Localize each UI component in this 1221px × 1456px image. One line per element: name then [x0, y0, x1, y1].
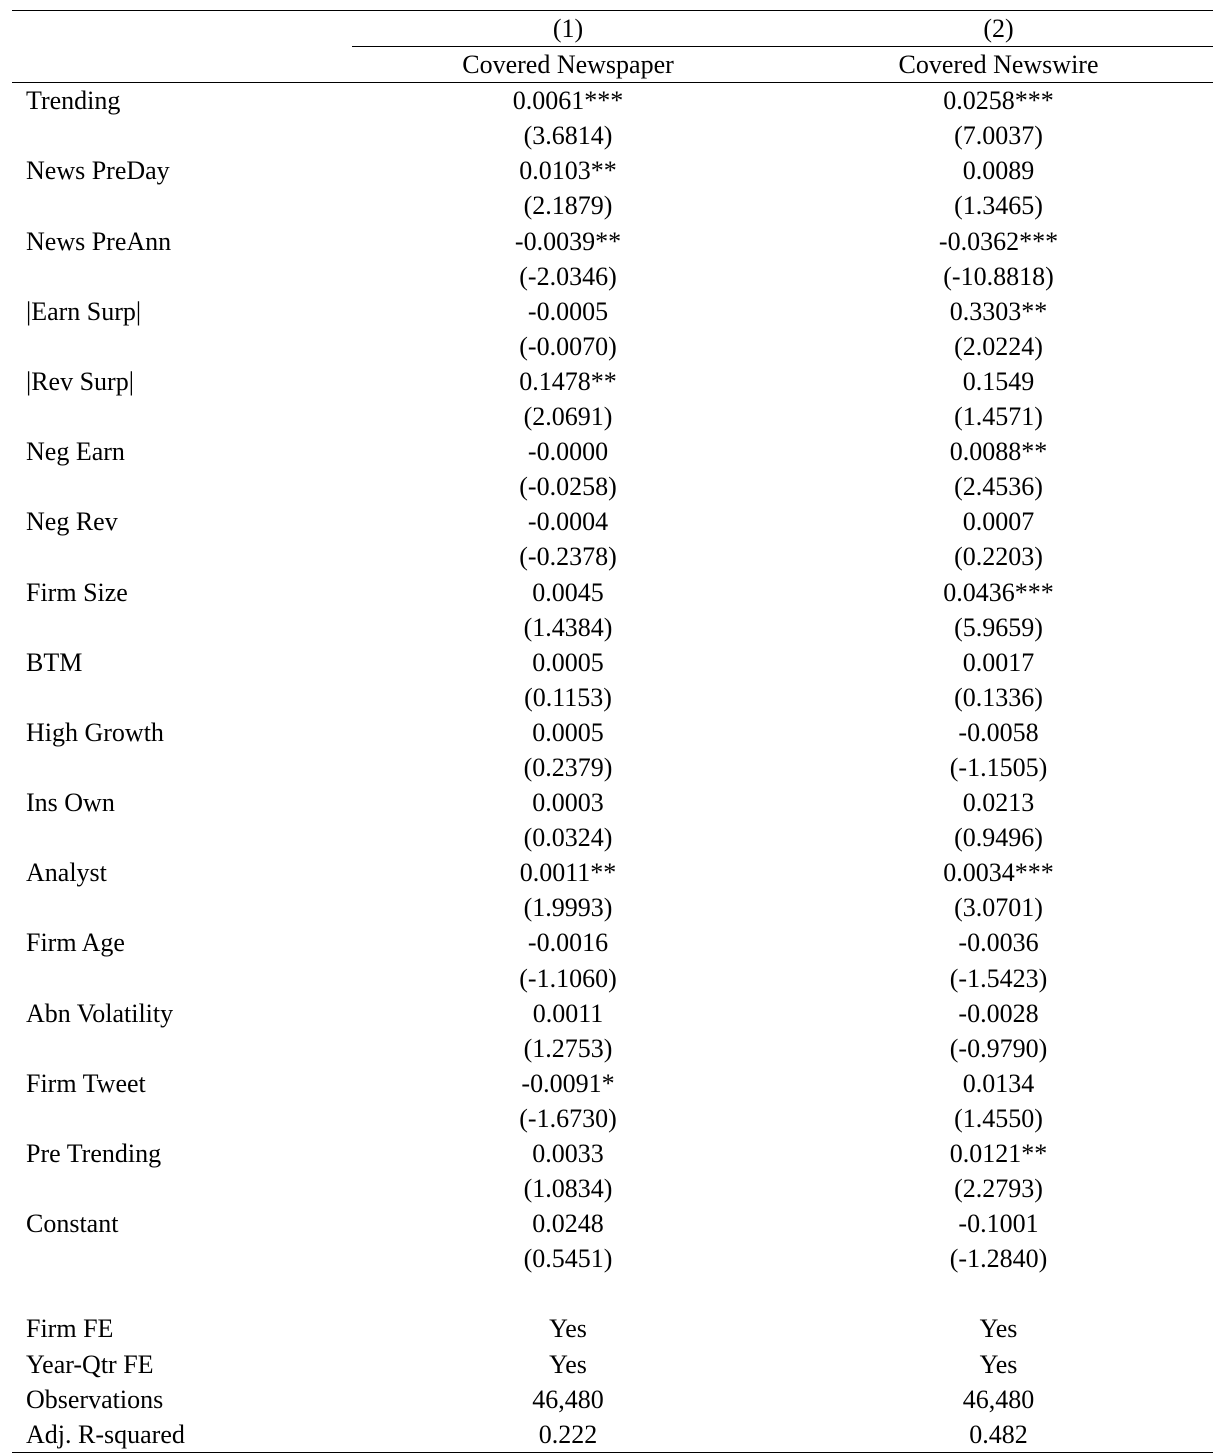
col2-t-stat: (5.9659) [954, 612, 1043, 642]
spacer-cell [12, 1276, 352, 1311]
col2-footer-value: Yes [979, 1314, 1018, 1344]
col2-coefficient: 0.1549 [962, 366, 1035, 396]
variable-label: Analyst [26, 858, 107, 888]
variable-label: Constant [26, 1209, 119, 1239]
t-stat-row [12, 1241, 1213, 1276]
col2-t-stat: (0.1336) [954, 682, 1043, 712]
header-title-row [12, 47, 1213, 83]
col1-t-stat: (1.2753) [523, 1033, 613, 1063]
col2-t-stat: (2.0224) [954, 331, 1043, 361]
t-stat-row [12, 610, 1213, 645]
col1-footer-value: 46,480 [532, 1384, 604, 1414]
t-stat-blank [12, 1171, 352, 1206]
spacer-cell [784, 1276, 1213, 1311]
col2-t-stat: (0.9496) [954, 823, 1043, 853]
col2-coefficient: 0.0436*** [943, 577, 1054, 607]
spacer-row [12, 1276, 1213, 1311]
variable-label: Abn Volatility [26, 998, 174, 1028]
col1-coefficient: 0.0103** [519, 156, 617, 186]
t-stat-blank [12, 469, 352, 504]
col1-t-stat: (-0.0070) [519, 331, 617, 361]
col2-t-stat: (2.4536) [954, 472, 1043, 502]
t-stat-blank [12, 329, 352, 364]
t-stat-row [12, 118, 1213, 153]
variable-label: Firm Size [26, 577, 128, 607]
col2-coefficient: 0.0121** [949, 1139, 1048, 1168]
col1-coefficient: 0.0005 [532, 717, 604, 747]
variable-label: News PreAnn [26, 226, 172, 256]
t-stat-blank [12, 610, 352, 645]
t-stat-row [12, 539, 1213, 574]
col1-t-stat: (-1.6730) [519, 1103, 617, 1133]
variable-label: Pre Trending [26, 1139, 162, 1168]
col2-t-stat: (1.4571) [954, 402, 1043, 432]
coefficient-row [12, 996, 1213, 1031]
coefficient-row [12, 1206, 1213, 1241]
col2-t-stat: (1.4550) [954, 1103, 1043, 1133]
col2-t-stat: (7.0037) [954, 121, 1043, 151]
t-stat-row [12, 188, 1213, 223]
col2-footer-value: Yes [979, 1349, 1018, 1379]
footer-rows [12, 1276, 1213, 1452]
col2-t-stat: (-1.5423) [949, 963, 1048, 993]
col1-coefficient: 0.0045 [532, 577, 604, 607]
col1-coefficient: 0.0033 [532, 1139, 604, 1168]
header-blank-cell [12, 47, 352, 83]
col2-coefficient: 0.0034*** [943, 858, 1054, 888]
t-stat-row [12, 1171, 1213, 1206]
col1-t-stat: (-0.0258) [519, 472, 617, 502]
t-stat-blank [12, 1241, 352, 1276]
variable-label: Neg Rev [26, 507, 118, 537]
t-stat-row [12, 750, 1213, 785]
col1-t-stat: (-0.2378) [519, 542, 617, 572]
footer-row [12, 1311, 1213, 1346]
t-stat-blank [12, 890, 352, 925]
col1-t-stat: (2.1879) [523, 191, 613, 221]
t-stat-blank [12, 399, 352, 434]
col1-coefficient: 0.0061*** [512, 86, 624, 116]
col2-t-stat: (-1.2840) [949, 1244, 1048, 1274]
col2-coefficient: 0.3303** [949, 296, 1048, 326]
footer-row [12, 1382, 1213, 1417]
footer-label: Adj. R-squared [12, 1417, 352, 1453]
footer-label: Firm FE [26, 1314, 114, 1344]
variable-label: High Growth [26, 717, 164, 747]
col2-coefficient: 0.0213 [962, 788, 1035, 818]
t-stat-blank [12, 188, 352, 223]
coefficient-row [12, 504, 1213, 539]
t-stat-blank [12, 680, 352, 715]
col1-coefficient: 0.0005 [532, 647, 604, 677]
footer-row [12, 1417, 1213, 1453]
t-stat-row [12, 259, 1213, 294]
col1-t-stat: (2.0691) [523, 402, 613, 432]
col1-t-stat: (-2.0346) [519, 261, 617, 291]
col2-coefficient: 0.0017 [962, 647, 1035, 677]
col2-coefficient: 0.0088** [949, 437, 1048, 467]
col2-coefficient: 0.0258*** [943, 86, 1054, 116]
t-stat-blank [12, 1031, 352, 1066]
col1-t-stat: (0.1153) [524, 682, 612, 712]
t-stat-blank [12, 750, 352, 785]
footer-label: Observations [26, 1384, 164, 1414]
coefficient-row [12, 364, 1213, 399]
col1-t-stat: (1.4384) [523, 612, 613, 642]
col2-coefficient: -0.0362*** [938, 226, 1059, 256]
col1-footer-value: Yes [549, 1314, 587, 1344]
coefficient-row [12, 715, 1213, 750]
col2-coefficient: 0.0007 [962, 507, 1035, 537]
variable-label: Ins Own [26, 788, 115, 818]
t-stat-blank [12, 539, 352, 574]
coefficient-row [12, 83, 1213, 119]
col2-t-stat: (-10.8818) [943, 261, 1054, 291]
coefficient-row [12, 575, 1213, 610]
coefficient-row [12, 645, 1213, 680]
col1-coefficient: 0.0248 [532, 1209, 604, 1239]
col1-t-stat: (1.0834) [523, 1174, 613, 1204]
variable-label: Firm Tweet [26, 1068, 146, 1098]
col1-t-stat: (3.6814) [523, 121, 613, 151]
t-stat-row [12, 1031, 1213, 1066]
footer-label: Year-Qtr FE [26, 1349, 154, 1379]
variable-label: Trending [26, 86, 121, 116]
regression-table [12, 10, 1213, 1453]
col2-number: (2) [784, 11, 1213, 47]
t-stat-row [12, 329, 1213, 364]
t-stat-row [12, 680, 1213, 715]
coefficient-rows [12, 83, 1213, 1277]
coefficient-row [12, 434, 1213, 469]
coefficient-row [12, 294, 1213, 329]
col2-coefficient: -0.1001 [958, 1209, 1039, 1239]
col1-t-stat: (0.2379) [523, 752, 613, 782]
col2-t-stat: (-0.9790) [949, 1033, 1048, 1063]
col2-t-stat: (3.0701) [954, 893, 1043, 923]
coefficient-row [12, 855, 1213, 890]
col1-coefficient: 0.0011** [519, 858, 617, 888]
col1-coefficient: 0.0003 [532, 788, 604, 818]
coefficient-row [12, 153, 1213, 188]
col1-coefficient: -0.0005 [527, 296, 609, 326]
header-blank-cell [12, 11, 352, 47]
t-stat-row [12, 469, 1213, 504]
col2-t-stat: (1.3465) [954, 191, 1043, 221]
col1-coefficient: -0.0039** [514, 226, 622, 256]
t-stat-row [12, 961, 1213, 996]
col1-t-stat: (1.9993) [523, 893, 613, 923]
col1-coefficient: -0.0016 [527, 928, 609, 958]
variable-label: Neg Earn [26, 437, 125, 467]
coefficient-row [12, 925, 1213, 960]
coefficient-row [12, 1066, 1213, 1101]
variable-label: Firm Age [26, 928, 125, 958]
t-stat-blank [12, 259, 352, 294]
t-stat-blank [12, 118, 352, 153]
coefficient-row [12, 785, 1213, 820]
t-stat-row [12, 399, 1213, 434]
coefficient-row [12, 224, 1213, 259]
t-stat-blank [12, 820, 352, 855]
t-stat-row [12, 820, 1213, 855]
coefficient-row [12, 1136, 1213, 1171]
header-number-row [12, 11, 1213, 47]
col2-coefficient: 0.0089 [962, 156, 1035, 186]
col2-coefficient: -0.0058 [958, 717, 1039, 747]
col2-coefficient: -0.0028 [958, 998, 1039, 1028]
col1-number: (1) [352, 11, 784, 47]
footer-row [12, 1347, 1213, 1382]
col1-coefficient: 0.1478** [519, 366, 617, 396]
variable-label: News PreDay [26, 156, 170, 186]
col2-footer-value: 46,480 [962, 1384, 1035, 1414]
col2-t-stat: (2.2793) [954, 1174, 1043, 1204]
col2-coefficient: -0.0036 [958, 928, 1039, 958]
col1-coefficient: 0.0011 [532, 998, 604, 1028]
col1-t-stat: (0.5451) [523, 1244, 613, 1274]
col2-coefficient: 0.0134 [962, 1068, 1035, 1098]
col1-coefficient: -0.0004 [527, 507, 609, 537]
col2-t-stat: (0.2203) [954, 542, 1043, 572]
t-stat-blank [12, 961, 352, 996]
col1-t-stat: (0.0324) [523, 823, 613, 853]
col1-coefficient: -0.0000 [527, 437, 609, 467]
col2-title: Covered Newswire [784, 47, 1213, 83]
t-stat-row [12, 890, 1213, 925]
col1-coefficient: -0.0091* [521, 1068, 615, 1098]
col1-footer-value: Yes [549, 1349, 587, 1379]
spacer-cell [352, 1276, 784, 1311]
t-stat-blank [12, 1101, 352, 1136]
variable-label: |Rev Surp| [26, 366, 134, 396]
col1-title: Covered Newspaper [352, 47, 784, 83]
col1-t-stat: (-1.1060) [519, 963, 617, 993]
col2-footer-value: 0.482 [784, 1417, 1213, 1453]
col2-t-stat: (-1.1505) [949, 752, 1048, 782]
t-stat-row [12, 1101, 1213, 1136]
variable-label: BTM [26, 647, 83, 677]
variable-label: |Earn Surp| [26, 296, 142, 326]
col1-footer-value: 0.222 [352, 1417, 784, 1453]
